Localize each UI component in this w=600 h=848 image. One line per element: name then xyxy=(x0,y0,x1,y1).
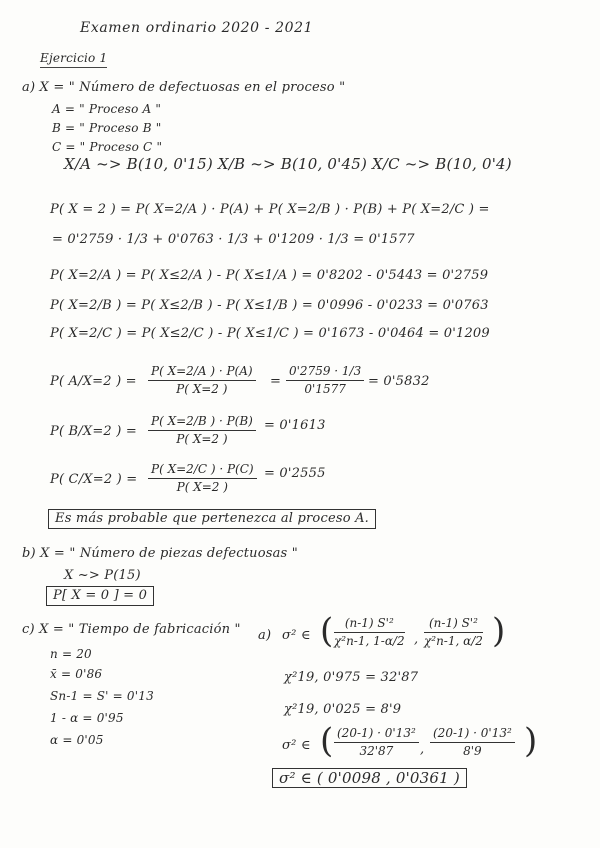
prob-x2-given-c: P( X=2/C ) = P( X≤2/C ) - P( X≤1/C ) = 0'1673 - 0'0464 = 0'1209 xyxy=(50,326,490,341)
interval-comma: , xyxy=(414,632,419,647)
final-interval: σ² ∈ ( 0'0098 , 0'0361 ) xyxy=(272,768,467,788)
part-c-item-a: a) xyxy=(258,628,272,643)
bayes-b-result: = 0'1613 xyxy=(264,418,326,433)
part-c-definition: c) X = " Tiempo de fabricación " xyxy=(22,622,241,637)
alpha-value: α = 0'05 xyxy=(50,733,104,747)
interval-formula-lower xyxy=(334,616,405,649)
numeric-open-paren: ( xyxy=(320,721,334,761)
bayes-c-result: = 0'2555 xyxy=(264,466,326,481)
part-a-conclusion: Es más probable que pertenezca al proceso A. xyxy=(48,509,376,529)
process-a-label: A = " Proceso A " xyxy=(52,102,162,116)
interval-lower-numerator: (n-1) S'² xyxy=(334,616,405,633)
bayes-c-fraction xyxy=(148,462,257,495)
interval-numeric-lower xyxy=(334,726,419,759)
numeric-comma: , xyxy=(420,742,425,757)
numeric-lower-denominator: 32'87 xyxy=(359,744,394,758)
sample-mean: x̄ = 0'86 xyxy=(50,667,103,681)
numeric-lower-numerator: (20-1) · 0'13² xyxy=(334,726,419,743)
interval-numeric-upper xyxy=(430,726,515,759)
confidence-level: 1 - α = 0'95 xyxy=(50,711,124,725)
bayes-b-fraction xyxy=(148,414,256,447)
numeric-close-paren: ) xyxy=(524,721,538,761)
chi-square-upper: χ²19, 0'975 = 32'87 xyxy=(284,670,419,685)
bayes-b-numerator: P( X=2/B ) · P(B) xyxy=(148,414,256,431)
sample-std: Sn-1 = S' = 0'13 xyxy=(50,689,154,703)
bayes-c-denominator: P( X=2 ) xyxy=(176,480,228,494)
exam-title: Examen ordinario 2020 - 2021 xyxy=(80,20,314,36)
interval-open-paren: ( xyxy=(320,611,334,651)
bayes-b-denominator: P( X=2 ) xyxy=(176,432,228,446)
bayes-a-numerator: P( X=2/A ) · P(A) xyxy=(148,364,256,381)
bayes-a-denominator: P( X=2 ) xyxy=(176,382,228,396)
interval-lower-denominator: χ²n-1, 1-α/2 xyxy=(334,634,405,648)
bayes-a-equals: = xyxy=(270,374,282,389)
bayes-a-result: = 0'5832 xyxy=(368,374,430,389)
interval-formula-upper xyxy=(424,616,483,649)
exercise-heading: Ejercicio 1 xyxy=(40,50,107,68)
part-b-answer: P[ X = 0 ] = 0 xyxy=(46,586,154,606)
interval-upper-numerator: (n-1) S'² xyxy=(424,616,483,633)
part-b-definition: b) X = " Número de piezas defectuosas " xyxy=(22,546,298,561)
chi-square-lower: χ²19, 0'025 = 8'9 xyxy=(284,702,402,717)
sample-size: n = 20 xyxy=(50,647,92,661)
total-probability-calc: = 0'2759 · 1/3 + 0'0763 · 1/3 + 0'1209 · 1/3 = 0'1577 xyxy=(52,232,415,247)
interval-numeric-lhs: σ² ∈ xyxy=(282,738,311,753)
part-a-definition: a) X = " Número de defectuosas en el proceso " xyxy=(22,80,346,95)
bayes-b-lhs: P( B/X=2 ) = xyxy=(50,424,137,439)
numeric-upper-numerator: (20-1) · 0'13² xyxy=(430,726,515,743)
interval-upper-denominator: χ²n-1, α/2 xyxy=(424,634,483,648)
total-probability-formula: P( X = 2 ) = P( X=2/A ) · P(A) + P( X=2/B ) · P(B) + P( X=2/C ) = xyxy=(50,202,490,217)
bayes-a-numeric-denominator: 0'1577 xyxy=(304,382,346,396)
interval-close-paren: ) xyxy=(492,611,506,651)
process-c-label: C = " Proceso C " xyxy=(52,140,163,154)
prob-x2-given-b: P( X=2/B ) = P( X≤2/B ) - P( X≤1/B ) = 0'0996 - 0'0233 = 0'0763 xyxy=(50,298,489,313)
conditional-distributions: X/A ~> B(10, 0'15) X/B ~> B(10, 0'45) X/C ~> B(10, 0'4) xyxy=(64,155,512,173)
interval-lhs: σ² ∈ xyxy=(282,628,311,643)
bayes-c-lhs: P( C/X=2 ) = xyxy=(50,472,138,487)
numeric-upper-denominator: 8'9 xyxy=(463,744,482,758)
bayes-a-fraction xyxy=(148,364,256,397)
part-b-distribution: X ~> P(15) xyxy=(64,568,141,583)
bayes-a-numeric-numerator: 0'2759 · 1/3 xyxy=(286,364,364,381)
prob-x2-given-a: P( X=2/A ) = P( X≤2/A ) - P( X≤1/A ) = 0'8202 - 0'5443 = 0'2759 xyxy=(50,268,489,283)
bayes-a-lhs: P( A/X=2 ) = xyxy=(50,374,137,389)
process-b-label: B = " Proceso B " xyxy=(52,121,162,135)
bayes-c-numerator: P( X=2/C ) · P(C) xyxy=(148,462,257,479)
bayes-a-numeric-fraction xyxy=(286,364,364,397)
